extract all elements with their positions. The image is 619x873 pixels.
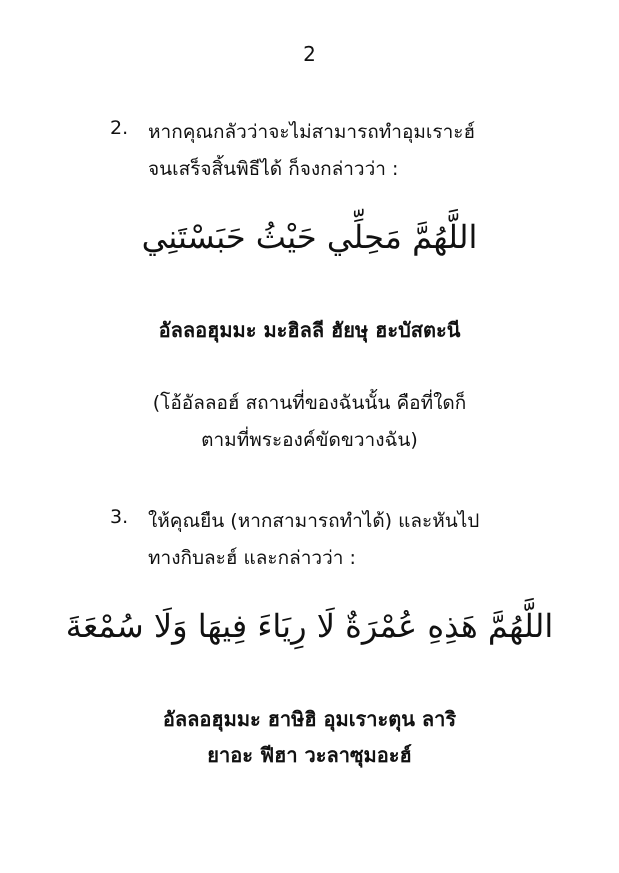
page-number: 2 — [303, 42, 316, 66]
item-3-number: 3. — [110, 506, 129, 528]
item-2-instruction-line-1: หากคุณกลัวว่าจะไม่สามารถทำอุมเราะฮ์ — [148, 121, 476, 143]
item-2-meaning-line-2: ตามที่พระองค์ขัดขวางฉัน) — [201, 429, 418, 451]
item-3-instruction-line-2: ทางกิบละฮ์ และกล่าวว่า : — [148, 547, 356, 569]
item-2-arabic-dua: اللَّهُمَّ مَحِلِّي حَيْثُ حَبَسْتَنِي — [141, 218, 478, 256]
item-3-instruction-line-1: ให้คุณยืน (หากสามารถทำได้) และหันไป — [148, 510, 480, 532]
item-3-transliteration-line-2: ยาอะ ฟีฮา วะลาซุมอะฮ์ — [207, 743, 412, 767]
item-2-instruction-line-2: จนเสร็จสิ้นพิธีได้ ก็จงกล่าวว่า : — [148, 158, 399, 180]
item-3-arabic-dua: اللَّهُمَّ هَذِهِ عُمْرَةٌ لَا رِيَاءَ فِيهَا وَلَا سُمْعَةَ — [65, 607, 554, 645]
item-2-number: 2. — [110, 117, 129, 139]
item-2-meaning-line-1: (โอ้อัลลอฮ์ สถานที่ของฉันนั้น คือที่ใดก็ — [152, 392, 467, 414]
item-3-transliteration-line-1: อัลลอฮุมมะ ฮาษิฮิ อุมเราะตุน ลาริ — [162, 707, 457, 731]
item-2-transliteration-line-1: อัลลอฮุมมะ มะฮิลลี ฮัยษุ ฮะบัสตะนี — [158, 318, 461, 342]
